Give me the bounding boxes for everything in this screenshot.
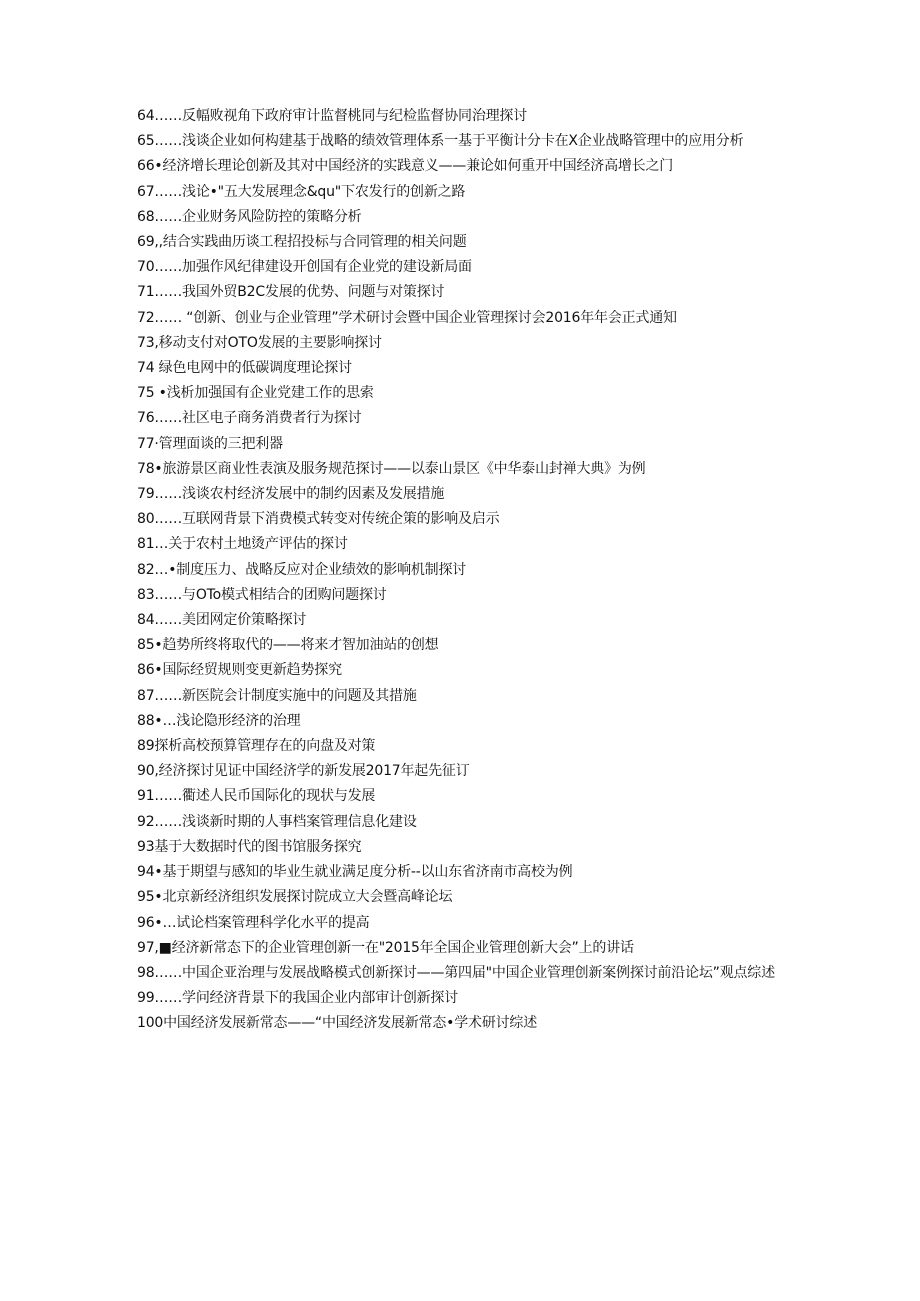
list-item: 66•经济增长理论创新及其对中国经济的实践意义——兼论如何重开中国经济高增长之门 — [137, 158, 674, 175]
list-item: 89探析高校预算管理存在的向盘及对策 — [137, 738, 376, 755]
list-item: 76……社区电子商务消费者行为探讨 — [137, 410, 362, 427]
list-item: 85•趋势所终将取代的——将来才智加油站的创想 — [137, 637, 439, 654]
list-item: 92……浅谈新时期的人事档案管理信息化建设 — [137, 813, 417, 830]
list-item: 97,■经济新常态下的企业管理创新一在"2015年全国企业管理创新大会”上的讲话 — [137, 939, 634, 956]
list-item: 94•基于期望与感知的毕业生就业满足度分析--以山东省济南市高校为例 — [137, 864, 573, 881]
list-item: 71……我国外贸B2C发展的优势、问题与对策探讨 — [137, 284, 445, 301]
list-item: 90,经济探讨见证中国经济学的新发展2017年起先征订 — [137, 763, 470, 780]
list-item: 95•北京新经济组织发展探讨院成立大会暨高峰论坛 — [137, 889, 453, 906]
list-item: 86•国际经贸规则变更新趋势探究 — [137, 662, 342, 679]
list-item: 84……美团网定价策略探讨 — [137, 612, 307, 629]
list-item: 98……中国企亚治理与发展战略模式创新探讨——第四届"中国企业管理创新案例探讨前沿论坛”观点综述 — [137, 964, 775, 981]
article-list — [137, 104, 787, 1037]
list-item: 81…关于农村土地烫产评估的探讨 — [137, 536, 348, 553]
list-item: 91……衢述人民币国际化的现状与发展 — [137, 788, 376, 805]
list-item: 78•旅游景区商业性表演及服务规范探讨——以泰山景区《中华泰山封禅大典》为例 — [137, 460, 646, 477]
list-item: 77·管理面谈的三把利器 — [137, 435, 283, 452]
list-item: 64……反幅败视角下政府审计监督桃同与纪检监督协同治理探讨 — [137, 108, 528, 124]
list-item: 72…… “创新、创业与企业管理”学术研讨会暨中国企业管理探讨会2016年年会正式通知 — [137, 309, 677, 326]
list-item: 65……浅谈企业如何构建基于战略的绩效管理体系一基于平衡计分卡在X企业战略管理中的应用分析 — [137, 133, 744, 150]
list-item: 99……学问经济背景下的我国企业内部审计创新探讨 — [137, 990, 459, 1007]
list-item: 96•…试论档案管理科学化水平的提高 — [137, 914, 370, 931]
list-item: 83……与OTo模式相结合的团购问题探讨 — [137, 586, 387, 603]
list-item: 80……互联网背景下消费模式转变对传统企策的影响及启示 — [137, 511, 500, 528]
list-item: 70……加强作风纪律建设开创国有企业党的建设新局面 — [137, 259, 472, 276]
list-item: 79……浅谈农村经济发展中的制约因素及发展措施 — [137, 486, 445, 503]
list-item: 88•…浅论隐形经济的治理 — [137, 712, 301, 729]
list-item: 73,移动支付对OTO发展的主要影响探讨 — [137, 334, 382, 351]
list-item: 67……浅论•"五大发展理念&qu"下农发行的创新之路 — [137, 183, 466, 200]
list-item: 82…•制度压力、战略反应对企业绩效的影响机制探讨 — [137, 561, 467, 578]
list-item: 87……新医院会计制度实施中的问题及其措施 — [137, 687, 417, 704]
list-item: 75 •浅析加强国有企业党建工作的思索 — [137, 385, 374, 402]
list-item: 93基于大数据时代的图书馆服务探究 — [137, 838, 362, 855]
list-item: 74 绿色电网中的低碳调度理论探讨 — [137, 360, 352, 377]
list-item: 69,,结合实践曲历谈工程招投标与合同管理的相关问题 — [137, 234, 467, 251]
list-item: 68……企业财务风险防控的策略分析 — [137, 208, 362, 225]
list-item: 100中国经济发展新常态——“中国经济发展新常态•学术研讨综述 — [137, 1015, 538, 1032]
